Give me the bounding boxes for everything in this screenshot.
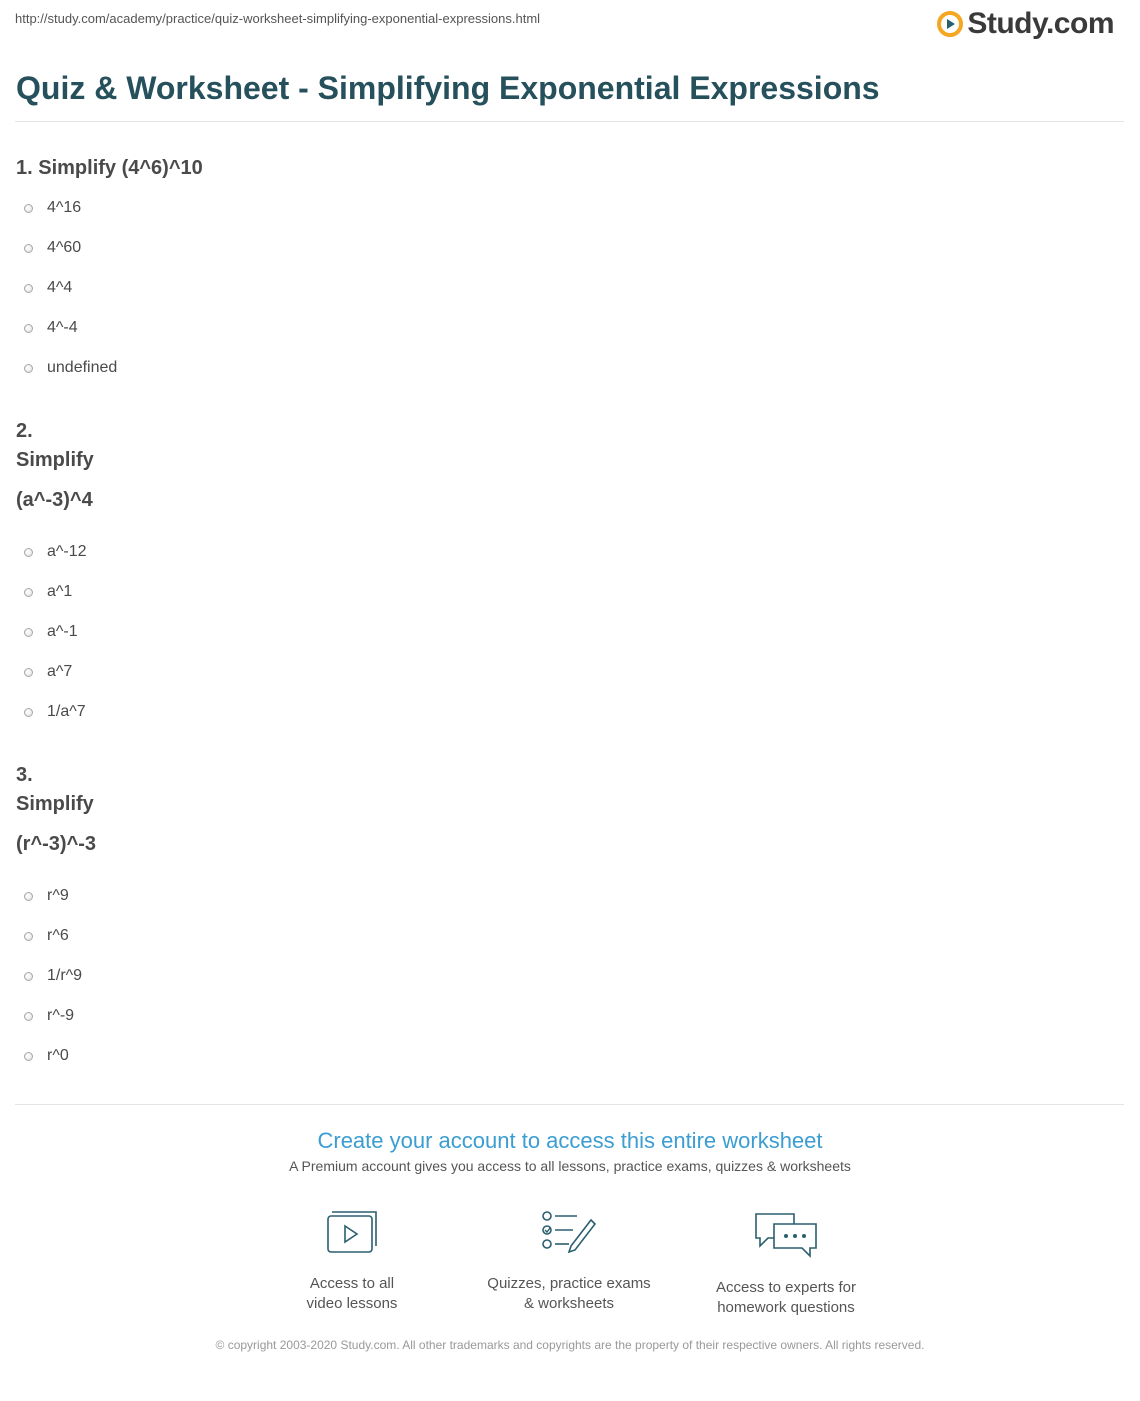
question-expression: (a^-3)^4 bbox=[16, 489, 93, 511]
question-number: 3. bbox=[16, 764, 33, 786]
radio-button[interactable] bbox=[24, 284, 33, 293]
question-3-prompt bbox=[16, 794, 94, 814]
answer-option[interactable] bbox=[8, 888, 69, 904]
option-label: 4^16 bbox=[47, 199, 82, 216]
answer-option[interactable] bbox=[8, 1008, 74, 1024]
radio-button[interactable] bbox=[24, 364, 33, 373]
cta-divider bbox=[15, 1104, 1124, 1105]
question-3 bbox=[16, 765, 33, 785]
play-circle-icon bbox=[937, 11, 963, 37]
answer-option[interactable] bbox=[8, 280, 72, 296]
question-number: 2. bbox=[16, 420, 33, 442]
feature-label-line: Quizzes, practice exams bbox=[487, 1275, 651, 1292]
feature-label-line: Access to experts for bbox=[715, 1279, 857, 1296]
question-3-expression bbox=[16, 834, 96, 854]
radio-button[interactable] bbox=[24, 1012, 33, 1021]
option-label: 4^-4 bbox=[47, 319, 78, 336]
feature-experts bbox=[686, 1210, 886, 1318]
option-label: 1/a^7 bbox=[47, 703, 86, 720]
answer-option[interactable] bbox=[8, 584, 72, 600]
option-label: 4^4 bbox=[47, 279, 73, 296]
option-label: a^1 bbox=[47, 583, 73, 600]
create-account-link[interactable]: Create your account to access this entire worksheet bbox=[317, 1128, 823, 1153]
radio-button[interactable] bbox=[24, 708, 33, 717]
feature-quizzes bbox=[469, 1210, 669, 1314]
answer-option[interactable] bbox=[8, 928, 69, 944]
radio-button[interactable] bbox=[24, 244, 33, 253]
question-expression: (r^-3)^-3 bbox=[16, 833, 97, 855]
question-1 bbox=[16, 158, 203, 178]
feature-label-line: & worksheets bbox=[523, 1295, 615, 1312]
option-label: undefined bbox=[47, 359, 118, 376]
radio-button[interactable] bbox=[24, 1052, 33, 1061]
radio-button[interactable] bbox=[24, 892, 33, 901]
option-label: a^-12 bbox=[47, 543, 87, 560]
answer-option[interactable] bbox=[8, 664, 72, 680]
question-2-expression bbox=[16, 490, 93, 510]
brand-name: Study.com bbox=[967, 7, 1114, 40]
feature-label-line: homework questions bbox=[717, 1299, 855, 1316]
answer-option[interactable] bbox=[8, 624, 78, 640]
radio-button[interactable] bbox=[24, 588, 33, 597]
option-label: r^9 bbox=[47, 887, 69, 904]
radio-button[interactable] bbox=[24, 324, 33, 333]
feature-video-lessons bbox=[252, 1210, 452, 1314]
question-2 bbox=[16, 421, 33, 441]
answer-option[interactable] bbox=[8, 240, 81, 256]
option-label: a^-1 bbox=[47, 623, 78, 640]
top-bar bbox=[0, 0, 1140, 50]
answer-option[interactable] bbox=[8, 200, 81, 216]
radio-button[interactable] bbox=[24, 972, 33, 981]
option-label: r^6 bbox=[47, 927, 69, 944]
question-text: Simplify bbox=[16, 449, 94, 471]
answer-option[interactable] bbox=[8, 1048, 69, 1064]
answer-option[interactable] bbox=[8, 320, 78, 336]
chat-bubbles-icon bbox=[754, 1210, 818, 1258]
feature-label-line: video lessons bbox=[306, 1295, 398, 1312]
answer-option[interactable] bbox=[8, 704, 86, 720]
title-divider bbox=[15, 121, 1124, 122]
radio-button[interactable] bbox=[24, 932, 33, 941]
question-text: 1. Simplify (4^6)^10 bbox=[16, 157, 203, 179]
answer-option[interactable] bbox=[8, 968, 82, 984]
copyright-notice: © copyright 2003-2020 Study.com. All other trademarks and copyrights are the property of their respective owners. All rights reserved. bbox=[215, 1338, 925, 1352]
page-url: http://study.com/academy/practice/quiz-worksheet-simplifying-exponential-expressions.html bbox=[15, 11, 541, 26]
answer-option[interactable] bbox=[8, 544, 87, 560]
question-2-prompt bbox=[16, 450, 94, 470]
feature-label-line: Access to all bbox=[309, 1275, 395, 1292]
video-lessons-icon bbox=[326, 1210, 378, 1254]
option-label: 1/r^9 bbox=[47, 967, 83, 984]
radio-button[interactable] bbox=[24, 548, 33, 557]
answer-option[interactable] bbox=[8, 360, 117, 376]
quiz-checklist-icon bbox=[541, 1210, 597, 1254]
radio-button[interactable] bbox=[24, 628, 33, 637]
page-title: Quiz & Worksheet - Simplifying Exponential Expressions bbox=[16, 70, 880, 106]
radio-button[interactable] bbox=[24, 204, 33, 213]
premium-description: A Premium account gives you access to all lessons, practice exams, quizzes & worksheets bbox=[289, 1158, 851, 1174]
option-label: r^-9 bbox=[47, 1007, 75, 1024]
study-logo[interactable] bbox=[937, 7, 1114, 41]
option-label: a^7 bbox=[47, 663, 73, 680]
option-label: r^0 bbox=[47, 1047, 69, 1064]
radio-button[interactable] bbox=[24, 668, 33, 677]
question-text: Simplify bbox=[16, 793, 94, 815]
option-label: 4^60 bbox=[47, 239, 82, 256]
